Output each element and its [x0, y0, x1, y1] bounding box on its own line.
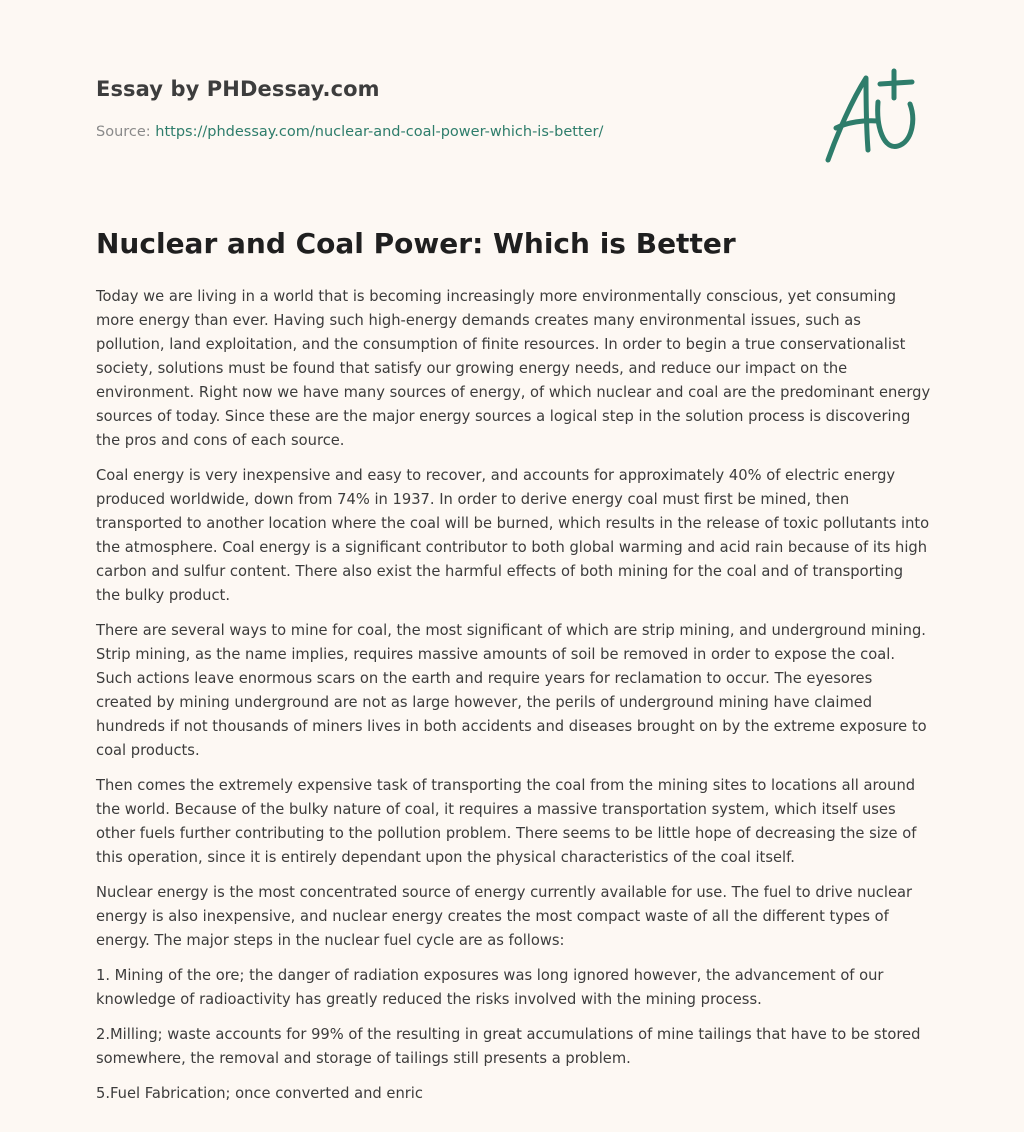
- essay-paragraph: 5.Fuel Fabrication; once converted and enric: [96, 1085, 423, 1102]
- site-brand: Essay by PHDessay.com: [96, 77, 380, 101]
- essay-paragraph: Nuclear energy is the most concentrated source of energy currently available for use. The fuel to drive nuclear energy is also inexpensive, and nuclear energy creates the most compact waste of all the different types of energy. The major steps in the nuclear fuel cycle are as follows:: [96, 884, 913, 949]
- a-plus-grade-icon: [820, 66, 924, 166]
- essay-paragraph: There are several ways to mine for coal, the most significant of which are strip mining, and underground mining. Strip mining, as the name implies, requires massive amounts of soil be removed in order to expose the coal. Such actions leave enormous scars on the earth and require years for reclamation to occur. The eyesores created by mining underground are not as large however, the perils of underground mining have claimed hundreds if not thousands of miners lives in both accidents and diseases brought on by the extreme exposure to coal products.: [96, 622, 927, 759]
- source-link[interactable]: https://phdessay.com/nuclear-and-coal-power-which-is-better/: [155, 124, 604, 140]
- essay-body: [96, 285, 931, 1117]
- essay-paragraph: Today we are living in a world that is becoming increasingly more environmentally conscious, yet consuming more energy than ever. Having such high-energy demands creates many environmental issues, such as pollution, land exploitation, and the consumption of finite resources. In order to begin a true conservationalist society, solutions must be found that satisfy our growing energy needs, and reduce our impact on the environment. Right now we have many sources of energy, of which nuclear and coal are the predominant energy sources of today. Since these are the major energy sources a logical step in the solution process is discovering the pros and cons of each source.: [96, 288, 931, 449]
- essay-paragraph: Then comes the extremely expensive task of transporting the coal from the mining sites to locations all around the world. Because of the bulky nature of coal, it requires a massive transportation system, which itself uses other fuels further contributing to the pollution problem. There seems to be little hope of decreasing the size of this operation, since it is entirely dependant upon the physical characteristics of the coal itself.: [96, 777, 917, 866]
- essay-paragraph: Coal energy is very inexpensive and easy to recover, and accounts for approximately 40% of electric energy produced worldwide, down from 74% in 1937. In order to derive energy coal must first be mined, then transported to another location where the coal will be burned, which results in the release of toxic pollutants into the atmosphere. Coal energy is a significant contributor to both global warming and acid rain because of its high carbon and sulfur content. There also exist the harmful effects of both mining for the coal and of transporting the bulky product.: [96, 467, 930, 604]
- source-line: [96, 124, 603, 140]
- essay-title: Nuclear and Coal Power: Which is Better: [96, 227, 736, 260]
- source-label: Source:: [96, 124, 151, 140]
- essay-paragraph: 1. Mining of the ore; the danger of radiation exposures was long ignored however, the advancement of our knowledge of radioactivity has greatly reduced the risks involved with the mining process.: [96, 967, 884, 1008]
- essay-paragraph: 2.Milling; waste accounts for 99% of the resulting in great accumulations of mine tailings that have to be stored somewhere, the removal and storage of tailings still presents a problem.: [96, 1026, 921, 1067]
